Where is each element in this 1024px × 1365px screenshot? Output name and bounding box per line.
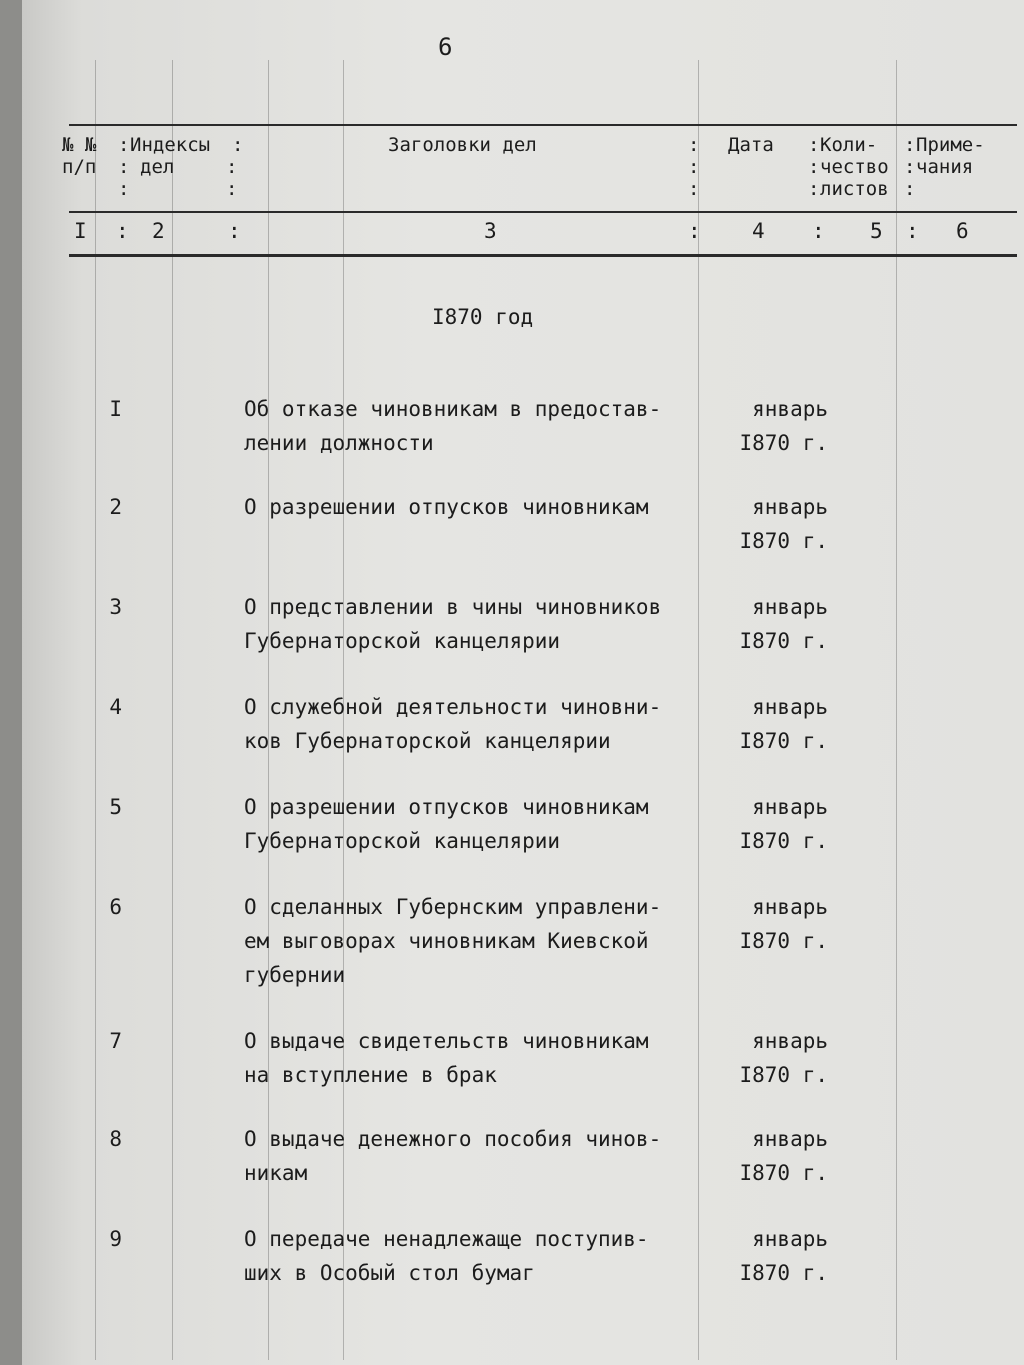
header-count-line2: чество (820, 156, 889, 178)
row-number: 6 (109, 895, 122, 919)
row-number: 5 (109, 795, 122, 819)
row-date: январь I870 г. (739, 1127, 828, 1185)
column-number: 3 (484, 219, 497, 243)
header-top-rule (69, 124, 1017, 126)
header-count-line3: листов (820, 178, 889, 200)
document-page: 6 № № п/п : : : Индексы дел : : : Заголовки дел : : : Дата : : : Коли- чество листов : : : Приме- чания I : 2 : 3 : 4 : 5 : 6 I870 год I Об отказе чиновникам в предостав- лении должности январь I870 г. 2 О разрешении отпусков чиновникам январь I870 г. 3 О представлении в чины чиновников Губернаторской канцелярии январь I870 г. 4 О служебной деятельности чиновни- ков Губернаторской канцелярии январь I870 г. 5 О разрешении отпусков чиновникам Губернаторской канцелярии январь I870 г. 6 О сделанных Губернским управлени- ем выговорах чиновникам Киевской губернии январь I870 г. 7 О выдаче свидетельств чиновникам на вступление в брак январь I870 г. 8 О выдаче денежного пособия чинов- никам январь I870 г. 9 О передаче ненадлежаще поступив- ших в Особый стол бумаг январь I870 г. (22, 0, 1024, 1365)
row-number: 3 (109, 595, 122, 619)
row-date: январь I870 г. (739, 1227, 828, 1285)
column-number: 6 (956, 219, 969, 243)
column-number: 4 (752, 219, 765, 243)
column-number: 2 (152, 219, 165, 243)
page-number: 6 (438, 33, 453, 61)
row-title: О разрешении отпусков чиновникам Губернаторской канцелярии (244, 795, 649, 853)
header-titles: Заголовки дел (388, 134, 537, 156)
row-date: январь I870 г. (739, 795, 828, 853)
row-title: О выдаче денежного пособия чинов- никам (244, 1127, 662, 1185)
year-heading: I870 год (432, 305, 534, 329)
header-notes-line1: Приме- (916, 134, 985, 156)
header-index-line1: Индексы (130, 134, 211, 156)
row-number: I (109, 397, 122, 421)
row-title: О разрешении отпусков чиновникам (244, 495, 649, 519)
row-date: январь I870 г. (739, 595, 828, 653)
header-notes-line2: чания (916, 156, 974, 178)
row-number: 7 (109, 1029, 122, 1053)
row-title: Об отказе чиновникам в предостав- лении должности (244, 397, 662, 455)
row-title: О служебной деятельности чиновни- ков Губернаторской канцелярии (244, 695, 662, 753)
header-date: Дата (728, 134, 774, 156)
row-number: 8 (109, 1127, 122, 1151)
row-date: январь I870 г. (739, 895, 828, 953)
header-bottom-rule (69, 254, 1017, 257)
row-date: январь I870 г. (739, 695, 828, 753)
row-number: 2 (109, 495, 122, 519)
column-number: I (74, 219, 87, 243)
column-number: 5 (870, 219, 883, 243)
row-title: О сделанных Губернским управлени- ем выговорах чиновникам Киевской губернии (244, 895, 662, 987)
row-title: О выдаче свидетельств чиновникам на вступление в брак (244, 1029, 649, 1087)
row-title: О представлении в чины чиновников Губернаторской канцелярии (244, 595, 662, 653)
header-middle-rule (69, 211, 1017, 213)
row-date: январь I870 г. (739, 495, 828, 553)
row-number: 9 (109, 1227, 122, 1251)
header-count-line1: Коли- (820, 134, 878, 156)
row-date: январь I870 г. (739, 1029, 828, 1087)
header-num-line1: № № (62, 134, 97, 156)
header-index-line2: дел (140, 156, 175, 178)
row-number: 4 (109, 695, 122, 719)
header-num-line2: п/п (62, 156, 97, 178)
row-title: О передаче ненадлежаще поступив- ших в Особый стол бумаг (244, 1227, 649, 1285)
row-date: январь I870 г. (739, 397, 828, 455)
